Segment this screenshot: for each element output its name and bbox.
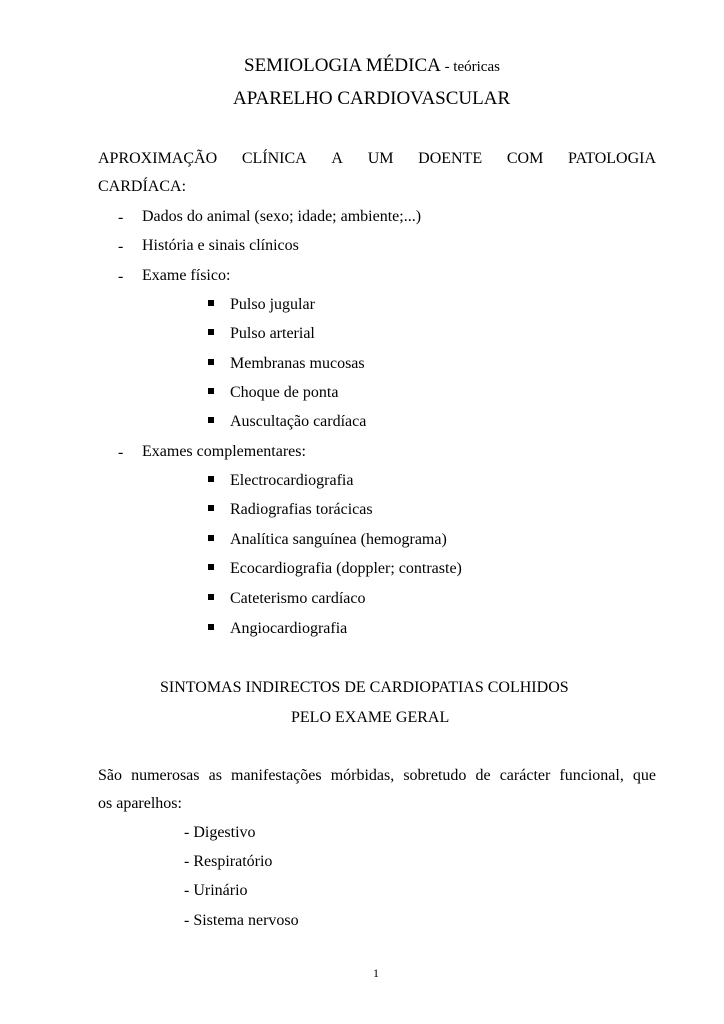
bullet-item: Choque de ponta — [208, 385, 338, 401]
bullet-item: Electrocardiografia — [208, 473, 353, 489]
bullet-item: Angiocardiografia — [208, 621, 347, 637]
heading-word: UM — [367, 150, 394, 167]
system-item-urinario: - Urinário — [184, 882, 248, 899]
bullet-item: Ecocardiografia (doppler; contraste) — [208, 561, 462, 577]
section2-heading-line2: PELO EXAME GERAL — [291, 709, 450, 726]
bullet-item: Cateterismo cardíaco — [208, 591, 366, 607]
bullet-item: Radiografias torácicas — [208, 502, 373, 518]
heading-word: PATOLOGIA — [568, 150, 657, 167]
title-main: SEMIOLOGIA MÉDICA — [244, 55, 440, 76]
square-bullet-icon — [208, 417, 214, 423]
section1-heading-line2: CARDÍACA: — [98, 178, 187, 195]
title-suffix: - teóricas — [444, 59, 500, 75]
square-bullet-icon — [208, 359, 214, 365]
square-bullet-icon — [208, 535, 214, 541]
section2-heading-line1: SINTOMAS INDIRECTOS DE CARDIOPATIAS COLHIDOS — [160, 679, 569, 696]
list-dash: - — [118, 268, 124, 285]
square-bullet-icon — [208, 624, 214, 630]
square-bullet-icon — [208, 505, 214, 511]
list-item-exame-fisico: Exame físico: — [142, 267, 231, 284]
page-number: 1 — [373, 966, 379, 980]
bullet-item: Pulso arterial — [208, 326, 315, 342]
heading-word: APROXIMAÇÃO — [98, 150, 218, 167]
square-bullet-icon — [208, 564, 214, 570]
paragraph-line2: os aparelhos: — [98, 795, 182, 812]
square-bullet-icon — [208, 594, 214, 600]
document-title — [244, 56, 500, 75]
list-item-historia: História e sinais clínicos — [142, 237, 299, 254]
list-dash: - — [118, 209, 124, 226]
system-item-sistema-nervoso: - Sistema nervoso — [184, 912, 299, 929]
bullet-item: Membranas mucosas — [208, 356, 365, 372]
document-subtitle: APARELHO CARDIOVASCULAR — [233, 88, 511, 109]
bullet-item: Auscultação cardíaca — [208, 414, 366, 430]
system-item-respiratorio: - Respiratório — [184, 853, 273, 870]
square-bullet-icon — [208, 476, 214, 482]
list-dash: - — [118, 238, 124, 255]
bullet-item: Pulso jugular — [208, 297, 315, 313]
heading-word: CLÍNICA — [241, 150, 307, 167]
heading-word: A — [331, 150, 343, 167]
square-bullet-icon — [208, 329, 214, 335]
section1-heading-line1 — [98, 150, 656, 168]
square-bullet-icon — [208, 388, 214, 394]
list-dash: - — [118, 444, 124, 461]
system-item-digestivo: - Digestivo — [184, 824, 256, 841]
bullet-item: Analítica sanguínea (hemograma) — [208, 532, 447, 548]
list-item-exames-complementares: Exames complementares: — [142, 443, 306, 460]
list-item-dados: Dados do animal (sexo; idade; ambiente;...) — [142, 208, 422, 225]
paragraph-line1: São numerosas as manifestações mórbidas, sobretudo de carácter funcional, que — [98, 767, 656, 784]
square-bullet-icon — [208, 300, 214, 306]
heading-word: COM — [506, 150, 544, 167]
heading-word: DOENTE — [418, 150, 483, 167]
